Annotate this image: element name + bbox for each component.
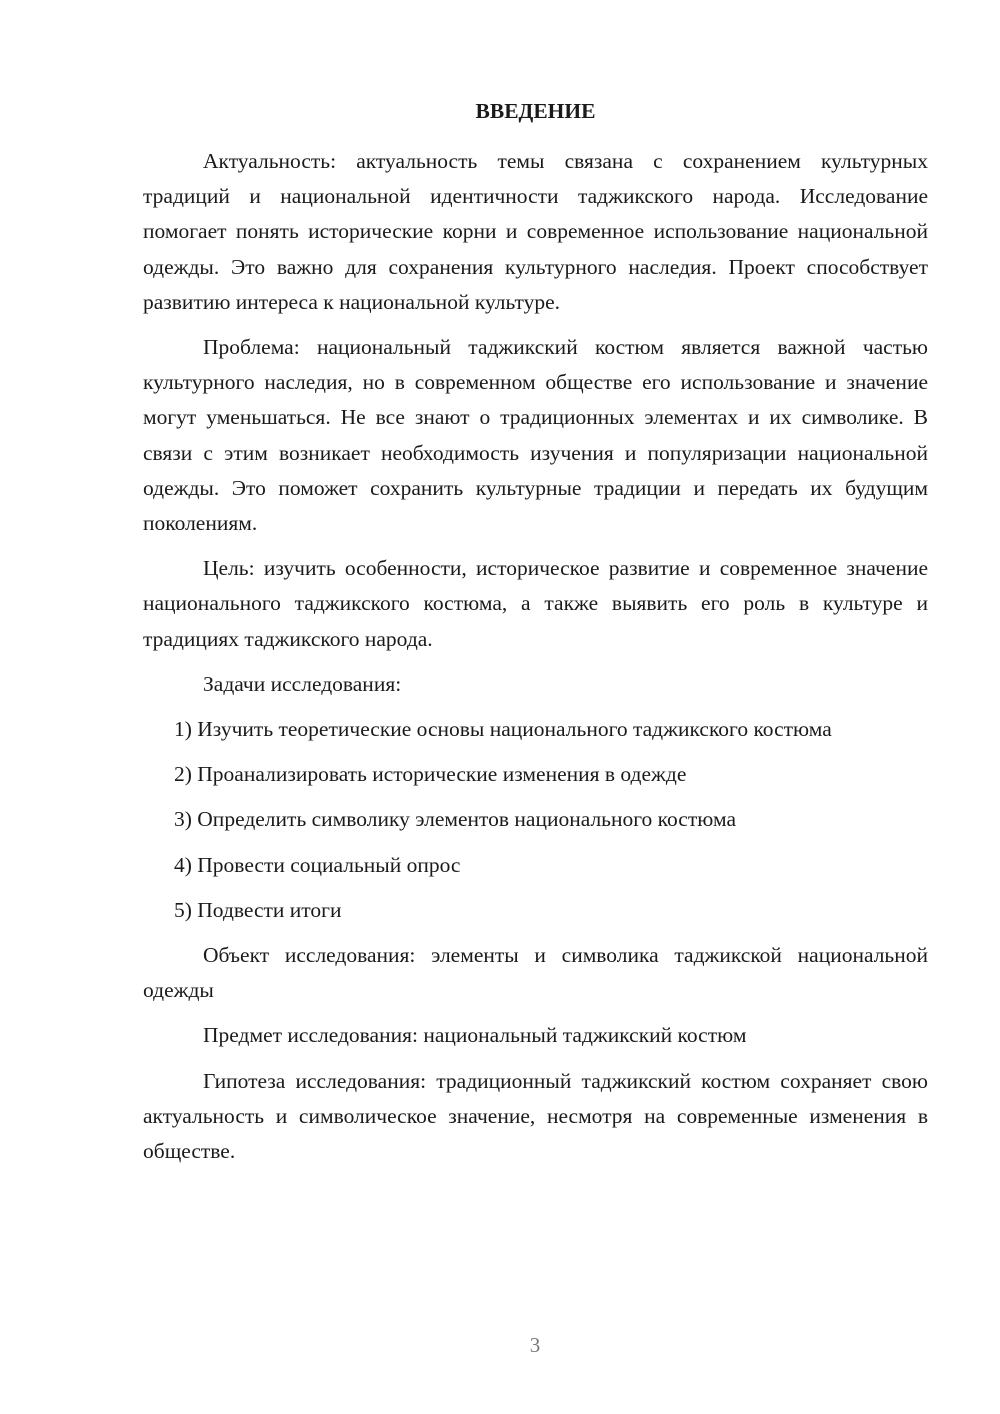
- paragraph-tasks-heading: Задачи исследования:: [203, 671, 402, 696]
- paragraph-goal: Цель: изучить особенности, историческое развитие и современное значение национального таджикского костюма, а также выявить его роль в культуре и традициях таджикского народа.: [143, 556, 928, 651]
- page-title: ВВЕДЕНИЕ: [475, 99, 596, 123]
- list-item: 5) Подвести итоги: [174, 897, 342, 922]
- list-item: 3) Определить символику элементов национального костюма: [174, 807, 737, 832]
- paragraph-subject: Предмет исследования: национальный таджикский костюм: [203, 1023, 747, 1048]
- tasks-list: [143, 712, 928, 928]
- paragraph-object: Объект исследования: элементы и символика таджикской национальной одежды: [143, 943, 928, 1003]
- page-number: 3: [529, 1333, 541, 1357]
- paragraph-hypothesis: Гипотеза исследования: традиционный таджикский костюм сохраняет свою актуальность и символическое значение, несмотря на современные изменения в обществе.: [143, 1068, 928, 1164]
- list-item: 1) Изучить теоретические основы национального таджикского костюма: [174, 717, 832, 742]
- paragraph-problem: Проблема: национальный таджикский костюм является важной частью культурного наследия, но в современном обществе его использование и значение могут уменьшаться. Не все знают о традиционных элементах и их символике. В связи с этим возникает необходимость изучения и популяризации национальной одежды. Это поможет сохранить культурные традиции и передать их будущим поколениям.: [143, 335, 928, 536]
- page-content: [143, 92, 928, 1179]
- list-item: 4) Провести социальный опрос: [174, 852, 461, 877]
- paragraph-relevance: Актуальность: актуальность темы связана с сохранением культурных традиций и национальной идентичности таджикского народа. Исследование помогает понять исторические корни и современное использование национальной одежды. Это важно для сохранения культурного наследия. Проект способствует развитию интереса к национальной культуре.: [143, 149, 928, 314]
- list-item: 2) Проанализировать исторические изменения в одежде: [174, 762, 687, 787]
